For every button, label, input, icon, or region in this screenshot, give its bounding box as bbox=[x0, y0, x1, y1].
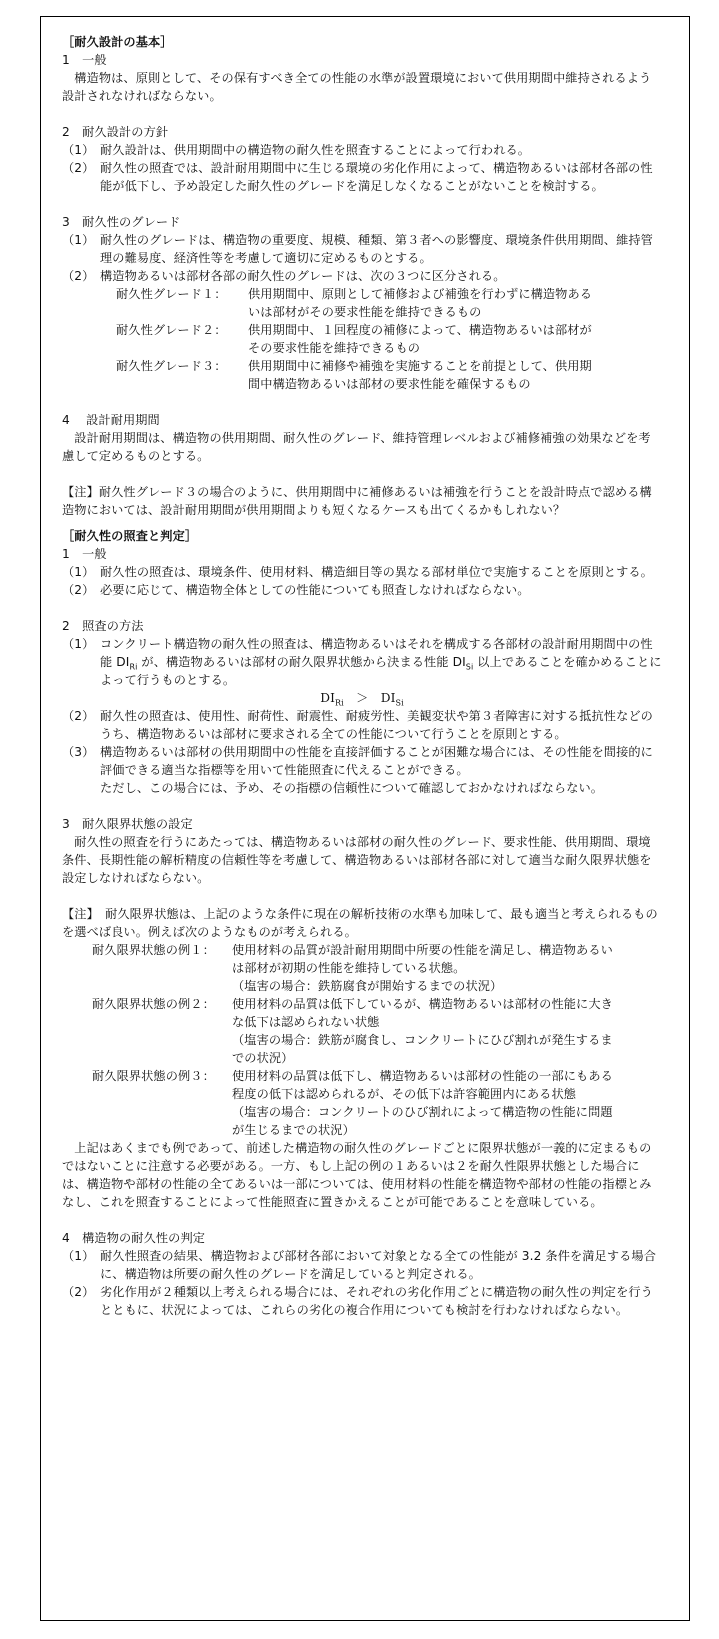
formula bbox=[62, 689, 662, 707]
list-item bbox=[62, 141, 662, 159]
limit-state-paren: （塩害の場合：鉄筋腐食が開始するまでの状況） bbox=[232, 979, 503, 993]
greater-than-sign: ＞ bbox=[356, 691, 369, 705]
symbol-di: DI bbox=[320, 691, 336, 705]
list-item bbox=[62, 743, 662, 797]
item-text: 構造物あるいは部材各部の耐久性のグレードは、次の３つに区分される。 bbox=[100, 269, 506, 283]
section-heading-verify: ［耐久性の照査と判定］ bbox=[62, 529, 198, 543]
paragraph: 上記はあくまでも例であって、前述した構造物の耐久性のグレードごとに限界状態が一義的に定まるものではないことに注意する必要がある。一方、もし上記の例の１あるいは２を耐久性限界状態とした場合には、構造物や部材の性能の全てあるいは一部については、使用材料の性能を構造物や部材の性能の指標とみなし、これを照査することによって性能照査に置きかえることが可能であることを意味している。 bbox=[62, 1141, 652, 1209]
grade-text: 供用期間中、原則として補修および補強を行わずに構造物あるいは部材がその要求性能を維持できるもの bbox=[248, 287, 593, 319]
item-number: （2） bbox=[62, 709, 95, 723]
item-number: （3） bbox=[62, 745, 95, 759]
note-body: 耐久限界状態は、上記のような条件に現在の解析技術の水準も加味して、最も適当と考えられるものを選べば良い。例えば次のようなものが考えられる。 bbox=[62, 907, 658, 939]
grade-label: 耐久性グレード１： bbox=[116, 287, 227, 301]
item-text: 耐久性の照査は、環境条件、使用材料、構造細目等の異なる部材単位で実施することを原則とする。 bbox=[100, 565, 653, 579]
symbol-sub: Ri bbox=[335, 698, 344, 708]
subsection-title: 1 一般 bbox=[62, 53, 107, 67]
item-number: （2） bbox=[62, 583, 95, 597]
list-item bbox=[62, 707, 662, 743]
item-text-part: コンクリート構造物の耐久性の照査は、構造物あるいはそれを構成する各部材の設計耐用期間中の性能 bbox=[100, 637, 653, 669]
item-number: （2） bbox=[62, 161, 95, 175]
item-text: 耐久性照査の結果、構造物および部材各部において対象となる全ての性能が 3.2 条件を満足する場合に、構造物は所要の耐久性のグレードを満足していると判定される。 bbox=[100, 1249, 656, 1281]
limit-state-label: 耐久限界状態の例１： bbox=[92, 943, 215, 957]
list-item bbox=[62, 1247, 662, 1283]
list-item bbox=[62, 267, 662, 285]
item-text: 耐久設計は、供用期間中の構造物の耐久性を照査することによって行われる。 bbox=[100, 143, 531, 157]
limit-state-row bbox=[92, 1067, 662, 1139]
limit-state-paren: （塩害の場合：コンクリートのひび割れによって構造物の性能に問題が生じるまでの状況） bbox=[232, 1105, 613, 1137]
item-number: （1） bbox=[62, 233, 95, 247]
symbol-sub: Si bbox=[395, 698, 404, 708]
grade-row bbox=[116, 321, 662, 357]
note: 【注】耐久性グレード３の場合のように、供用期間中に補修あるいは補強を行うことを設計時点で認める構造物においては、設計耐用期間が供用期間よりも短くなるケースも出てくるかもしれない？ bbox=[62, 485, 652, 517]
symbol-di: DI bbox=[380, 691, 396, 705]
note-text bbox=[62, 905, 662, 941]
subsection-title: 1 一般 bbox=[62, 547, 107, 561]
list-item bbox=[62, 635, 662, 689]
item-text-part: 構造物あるいは部材の供用期間中の性能を直接評価することが困難な場合には、その性能を間接的に評価できる適当な指標等を用いて性能照査に代えることができる。 bbox=[100, 745, 653, 777]
item-text-part: 以上であることを確かめることによって行うものとする。 bbox=[100, 655, 662, 687]
list-item bbox=[62, 563, 662, 581]
limit-state-label: 耐久限界状態の例３： bbox=[92, 1069, 215, 1083]
limit-state-desc: 使用材料の品質は低下しているが、構造物あるいは部材の性能に大きな低下は認められない状態 bbox=[232, 997, 613, 1029]
item-number: （1） bbox=[62, 637, 95, 651]
grade-row bbox=[116, 285, 662, 321]
subsection-title: 2 耐久設計の方針 bbox=[62, 125, 169, 139]
limit-state-row bbox=[92, 995, 662, 1067]
symbol-sub: Si bbox=[465, 662, 474, 672]
item-text: 劣化作用が２種類以上考えられる場合には、それぞれの劣化作用ごとに構造物の耐久性の判定を行うとともに、状況によっては、これらの劣化の複合作用についても検討を行わなければならない。 bbox=[100, 1285, 653, 1317]
item-number: （1） bbox=[62, 565, 95, 579]
limit-state-text bbox=[232, 1067, 622, 1139]
item-text: 耐久性のグレードは、構造物の重要度、規模、種類、第３者への影響度、環境条件供用期間、維持管理の難易度、経済性等を考慮して適切に定めるものとする。 bbox=[100, 233, 653, 265]
subsection-title: 3 耐久性のグレード bbox=[62, 215, 181, 229]
limit-state-paren: （塩害の場合：鉄筋が腐食し、コンクリートにひび割れが発生するまでの状況） bbox=[232, 1033, 613, 1065]
note-tag: 【注】 bbox=[62, 907, 106, 921]
subsection-title: 4 構造物の耐久性の判定 bbox=[62, 1231, 206, 1245]
note bbox=[62, 905, 662, 941]
limit-state-desc: 使用材料の品質は低下し、構造物あるいは部材の性能の一部にもある程度の低下は認められるが、その低下は許容範囲内にある状態 bbox=[232, 1069, 613, 1101]
grade-text: 供用期間中に補修や補強を実施することを前提として、供用期間中構造物あるいは部材の要求性能を確保するもの bbox=[248, 359, 592, 391]
item-text: 耐久性の照査では、設計耐用期間中に生じる環境の劣化作用によって、構造物あるいは部材各部の性能が低下し、予め設定した耐久性のグレードを満足しなくなることがないことを検討する。 bbox=[100, 161, 653, 193]
document-body bbox=[62, 33, 662, 1319]
grade-label: 耐久性グレード２： bbox=[116, 323, 227, 337]
subsection-title: 2 照査の方法 bbox=[62, 619, 144, 633]
grade-label: 耐久性グレード３： bbox=[116, 359, 227, 373]
item-number: （1） bbox=[62, 143, 95, 157]
symbol-di: DI bbox=[116, 655, 130, 669]
limit-state-row bbox=[92, 941, 662, 995]
item-text-part: ただし、この場合には、予め、その指標の信頼性について確認しておかなければならない。 bbox=[100, 781, 604, 795]
item-text: 必要に応じて、構造物全体としての性能についても照査しなければならない。 bbox=[100, 583, 530, 597]
symbol-sub: Ri bbox=[129, 662, 138, 672]
grade-row bbox=[116, 357, 662, 393]
section-heading-basic: ［耐久設計の基本］ bbox=[62, 35, 173, 49]
paragraph: 構造物は、原則として、その保有すべき全ての性能の水準が設置環境において供用期間中維持されるよう設計されなければならない。 bbox=[62, 71, 652, 103]
limit-state-text bbox=[232, 995, 622, 1067]
list-item bbox=[62, 1283, 662, 1319]
subsection-title: 3 耐久限界状態の設定 bbox=[62, 817, 193, 831]
item-text-part: が、構造物あるいは部材の耐久限界状態から決まる性能 bbox=[137, 655, 453, 669]
limit-state-desc: 使用材料の品質が設計耐用期間中所要の性能を満足し、構造物あるいは部材が初期の性能を維持している状態。 bbox=[232, 943, 613, 975]
item-number: （2） bbox=[62, 269, 95, 283]
item-text bbox=[100, 743, 662, 797]
subsection-title: 4 設計耐用期間 bbox=[62, 413, 160, 427]
item-text: 耐久性の照査は、使用性、耐荷性、耐震性、耐疲労性、美観変状や第３者障害に対する抵抗性などのうち、構造物あるいは部材に要求される全ての性能について行うことを原則とする。 bbox=[100, 709, 653, 741]
list-item bbox=[62, 159, 662, 195]
item-text bbox=[100, 635, 662, 689]
item-number: （2） bbox=[62, 1285, 95, 1299]
grade-text: 供用期間中、１回程度の補修によって、構造物あるいは部材がその要求性能を維持できるもの bbox=[248, 323, 592, 355]
symbol-di: DI bbox=[452, 655, 466, 669]
paragraph: 耐久性の照査を行うにあたっては、構造物あるいは部材の耐久性のグレード、要求性能、供用期間、環境条件、長期性能の解析精度の信頼性等を考慮して、構造物あるいは部材各部に対して適当な耐久限界状態を設定しなければならない。 bbox=[62, 835, 652, 885]
list-item bbox=[62, 231, 662, 267]
list-item bbox=[62, 581, 662, 599]
item-number: （1） bbox=[62, 1249, 95, 1263]
paragraph: 設計耐用期間は、構造物の供用期間、耐久性のグレード、維持管理レベルおよび補修補強の効果などを考慮して定めるものとする。 bbox=[62, 431, 651, 463]
limit-state-text bbox=[232, 941, 622, 995]
limit-state-label: 耐久限界状態の例２： bbox=[92, 997, 215, 1011]
